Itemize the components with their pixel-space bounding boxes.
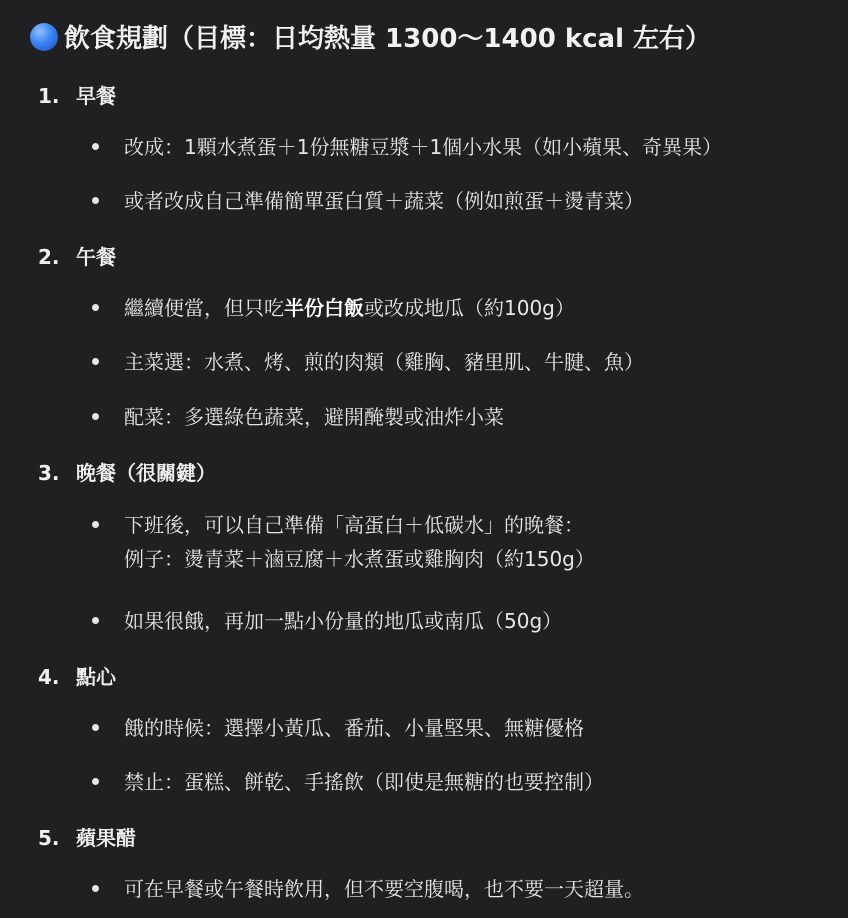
bullet-dot xyxy=(92,617,99,624)
text-segment: 或改成地瓜（約100g） xyxy=(364,296,575,320)
section-5-label: 蘋果醋 xyxy=(76,826,136,850)
list-item-text: 或者改成自己準備簡單蛋白質＋蔬菜（例如煎蛋＋燙青菜） xyxy=(124,189,644,213)
list-item-text: 如果很餓，再加一點小份量的地瓜或南瓜（50g） xyxy=(124,609,563,633)
section-4-number: 4. xyxy=(38,665,60,689)
section-1-label: 早餐 xyxy=(76,84,116,108)
bullet-dot xyxy=(92,358,99,365)
list-item-text: 改成：1顆水煮蛋＋1份無糖豆漿＋1個小水果（如小蘋果、奇異果） xyxy=(124,135,723,159)
bullet-dot xyxy=(92,304,99,311)
bullet-dot xyxy=(92,724,99,731)
bullet-dot xyxy=(92,143,99,150)
section-3-label: 晚餐（很關鍵） xyxy=(76,461,216,485)
list-item-text: 下班後，可以自己準備「高蛋白＋低碳水」的晚餐： xyxy=(124,513,584,537)
section-4-label: 點心 xyxy=(76,665,116,689)
bullet-dot xyxy=(92,413,99,420)
bullet-dot xyxy=(92,885,99,892)
bullet-dot xyxy=(92,197,99,204)
section-2-number: 2. xyxy=(38,245,60,269)
heading-text: 飲食規劃（目標：日均熱量 1300～1400 kcal 左右） xyxy=(64,24,712,54)
section-1-title xyxy=(38,80,116,109)
bullet-dot xyxy=(92,521,99,528)
section-2-label: 午餐 xyxy=(76,245,116,269)
section-5-number: 5. xyxy=(38,826,60,850)
emphasized-text: 半份白飯 xyxy=(284,296,364,320)
bullet-dot xyxy=(92,778,99,785)
section-2-title xyxy=(38,241,116,270)
list-item-text xyxy=(124,293,575,323)
list-item-text: 禁止：蛋糕、餅乾、手搖飲（即使是無糖的也要控制） xyxy=(124,770,604,794)
section-4-title xyxy=(38,661,116,690)
section-5-title xyxy=(38,822,136,851)
list-item-text: 主菜選：水煮、烤、煎的肉類（雞胸、豬里肌、牛腱、魚） xyxy=(124,350,644,374)
list-item-text: 可在早餐或午餐時飲用，但不要空腹喝，也不要一天超量。 xyxy=(124,877,644,901)
section-3-number: 3. xyxy=(38,461,60,485)
list-item-text: 餓的時候：選擇小黃瓜、番茄、小量堅果、無糖優格 xyxy=(124,716,584,740)
section-heading xyxy=(30,18,711,55)
list-item-text: 配菜：多選綠色蔬菜，避開醃製或油炸小菜 xyxy=(124,405,504,429)
text-segment: 繼續便當，但只吃 xyxy=(124,296,284,320)
list-item-example: 例子：燙青菜＋滷豆腐＋水煮蛋或雞胸肉（約150g） xyxy=(124,547,595,571)
blue-circle-icon xyxy=(30,23,58,51)
section-1-number: 1. xyxy=(38,84,60,108)
section-3-title xyxy=(38,457,216,486)
